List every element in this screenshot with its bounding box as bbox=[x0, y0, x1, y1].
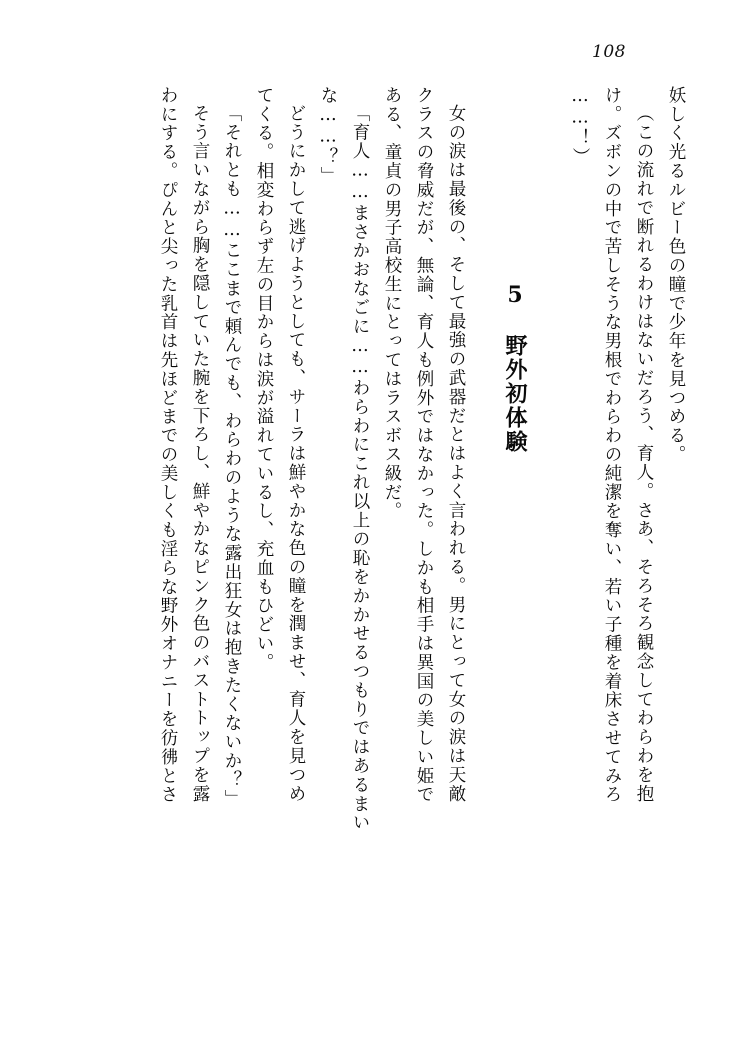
text-column-spacer bbox=[526, 86, 556, 966]
text-column: 女の涙は最後の、そして最強の武器だとはよく言われる。男にとって女の涙は天敵 bbox=[446, 104, 466, 804]
text-column: 「それとも……ここまで頼んでも、わらわのような露出狂女は抱きたくないか？」 bbox=[222, 104, 242, 809]
text-column: （この流れで断れるわけはないだろう、育人。さあ、そろそろ観念してわらわを抱 bbox=[634, 104, 654, 804]
text-column: け。ズボンの中で苦しそうな男根でわらわの純潔を奪い、若い子種を着床させてみろ bbox=[602, 86, 622, 805]
chapter-heading: 5 野外初体験 bbox=[502, 282, 528, 454]
vertical-text-body bbox=[70, 86, 684, 966]
text-column: クラスの脅威だが、無論、育人も例外ではなかった。しかも相手は異国の美しい姫で bbox=[414, 86, 434, 805]
text-column: わにする。ぴんと尖った乳首は先ほどまでの美しくも淫らな野外オナニーを彷彿とさ bbox=[158, 86, 178, 805]
text-column: 「育人……まさかおなごに……わらわにこれ以上の恥をかかせるつもりではあるまい bbox=[350, 104, 370, 833]
text-column: ある、童貞の男子高校生にとってはラスボス級だ。 bbox=[382, 86, 402, 521]
text-column: どうにかして逃げようとしても、サーラは鮮やかな色の瞳を潤ませ、育人を見つめ bbox=[286, 104, 306, 804]
text-column-spacer bbox=[464, 86, 494, 966]
text-column: そう言いながら胸を隠していた腕を下ろし、鮮やかなピンク色のバストトップを露 bbox=[190, 104, 210, 804]
text-column: ……！） bbox=[570, 86, 590, 167]
page-number: 108 bbox=[592, 42, 626, 62]
text-column: 妖しく光るルビー色の瞳で少年を見つめる。 bbox=[666, 86, 686, 464]
text-column: てくる。相変わらず左の目からは涙が溢れているし、充血もひどい。 bbox=[254, 86, 274, 672]
text-column: な……？」 bbox=[318, 86, 338, 186]
